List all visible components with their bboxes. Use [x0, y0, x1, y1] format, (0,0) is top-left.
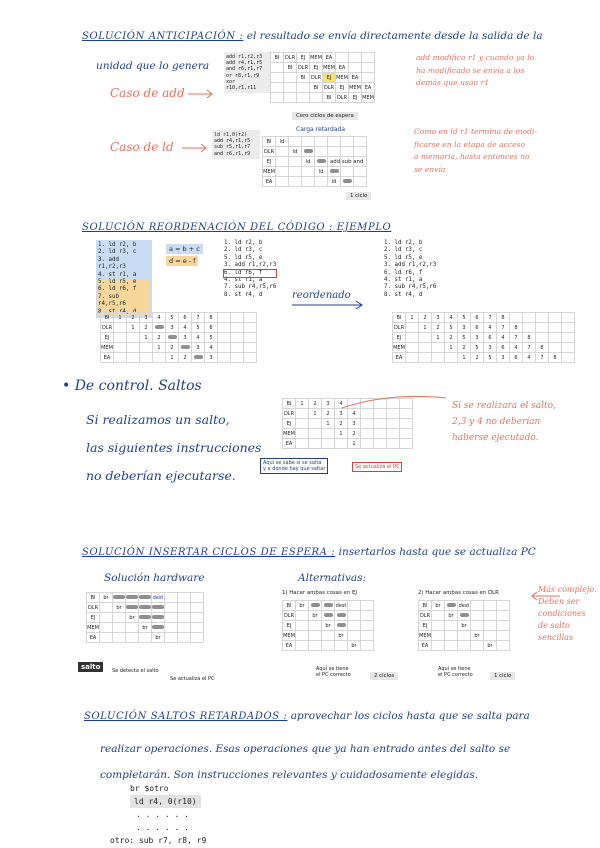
bubble	[343, 179, 352, 183]
note-line: Más complejo.	[538, 585, 597, 594]
code-line: 6. ld r6, f	[224, 270, 276, 277]
bubble	[113, 595, 125, 599]
note-line: se envía	[414, 164, 446, 174]
equation-2: d = e - f	[166, 256, 198, 266]
stage-label: EA	[87, 633, 100, 643]
stage-label: DLR	[283, 410, 295, 417]
hw-caption-detect: Se detecta el salto	[112, 668, 159, 674]
s2-middle-code	[224, 240, 276, 299]
bubble	[447, 603, 456, 607]
caption-line: y a dónde hay que saltar	[263, 466, 326, 472]
stage-label: EA	[419, 641, 432, 651]
stage-label: MEM	[87, 624, 99, 631]
bubble	[139, 595, 151, 599]
bubble	[139, 615, 151, 619]
branch-caption-right: Se actualiza el PC	[352, 462, 402, 472]
code-line: 4. st r1, a	[384, 277, 423, 284]
dest-label: dest	[335, 602, 347, 609]
section3-title: • De control. Saltos	[62, 378, 202, 394]
code-line: 3. add r1,r2,r3	[224, 262, 277, 269]
code-line: and r6,r1,r7	[226, 66, 263, 73]
alt-note	[538, 584, 597, 644]
branch-note	[452, 398, 556, 446]
code-line: 7. sub r4,r5,r6	[224, 284, 277, 291]
text-line: completarán. Son instrucciones relevantes y cuidadosamente elegidas.	[100, 769, 479, 781]
code-line: . . . . . .	[136, 810, 189, 819]
note-line: condiciones	[538, 609, 586, 618]
code-line: add r4,r1,r5	[226, 60, 263, 67]
bubble	[152, 615, 164, 619]
code-line: otro: sub r7, r8, r9	[110, 836, 207, 845]
code-line: 1. ld r2, b	[224, 240, 263, 246]
pipeline-grid: BI br dest DLR br EJ br MEM br EA br	[282, 600, 374, 651]
code-line: 5. ld r5, e	[98, 279, 150, 286]
ld-addsub-label: add sub and	[330, 159, 364, 165]
stage-label: EJ	[419, 621, 432, 631]
note-line: Si se realizara el salto,	[452, 401, 556, 411]
section5-text-rest	[100, 736, 510, 788]
add-code-box	[224, 52, 270, 93]
bubble	[152, 605, 164, 609]
add-pipeline-diagram	[270, 52, 375, 103]
bubble	[152, 625, 164, 629]
section5-text: aprovechar los ciclos hasta que se salta para	[290, 710, 530, 722]
pipeline-grid: BI br dest DLR br EJ br MEM br EA br	[86, 592, 204, 643]
bubble	[317, 159, 326, 163]
stage-label: MEM	[283, 632, 295, 639]
bubble	[126, 605, 138, 609]
dest-label: dest	[152, 594, 164, 601]
section4-heading	[82, 546, 536, 558]
note-line: 2,3 y 4 no deberían	[452, 417, 541, 427]
code-line: 8. st r4, d	[98, 309, 150, 316]
caption-line: Aquí se tiene	[316, 666, 349, 672]
alt1-caption	[316, 666, 351, 678]
bubble	[337, 613, 346, 617]
stage-label: EJ	[283, 621, 296, 631]
note-line: ficarse en la etapa de acceso	[414, 139, 526, 149]
case-add-arrow	[186, 88, 216, 100]
note-line: a memoria, hasta entonces no	[414, 152, 530, 161]
hw-caption-update: Se actualiza el PC	[170, 676, 215, 682]
code-line: 5. ld r5, e	[224, 254, 263, 261]
stage-label: BI	[87, 593, 100, 603]
bubble	[330, 169, 339, 173]
code-line: 4. st r1, a	[224, 277, 263, 284]
caption-line: el PC correcto	[316, 672, 351, 678]
pipeline-grid: BI br dest DLR br EJ br MEM br EA br	[418, 600, 510, 651]
note-line: sencillas	[538, 633, 574, 642]
code-line: 7. sub r4,r5,r6	[98, 294, 150, 309]
ld-note	[414, 126, 537, 176]
code-line: 6. ld r6, f	[384, 269, 423, 276]
bubble	[126, 595, 138, 599]
branch-note-arrow	[340, 392, 450, 412]
stage-label: BI	[283, 601, 296, 611]
bubble	[304, 149, 313, 153]
caption-line: Aquí se sabe si se salta	[263, 460, 322, 466]
case-add-label: Caso de add	[110, 86, 185, 100]
equation-1: a = b + c	[166, 244, 203, 254]
add-caption: Cero ciclos de espera	[292, 112, 358, 120]
alt2-pipeline	[418, 600, 510, 651]
code-line: 1. ld r2, b	[98, 242, 137, 248]
ld-caption: 1 ciclo	[346, 192, 371, 200]
section2-title-text: SOLUCIÓN REORDENACIÓN DEL CÓDIGO : EJEMPLO	[82, 222, 392, 233]
pipeline-grid: BI 1 2 3 4 5 6 7 8 DLR 1 2 5 3 6 4 7 8 EJ 1 2 5 3 6 4 7 8 MEM 1 2 5 3 6 4 7 8 EA 1 2 5 3 6 4 7 8	[392, 312, 575, 363]
note-line: Deben ser	[538, 597, 580, 606]
code-line: ld r1,0(r2)	[214, 132, 248, 138]
stage-label: DLR	[87, 604, 99, 611]
s5-code	[110, 782, 206, 847]
case-ld-label: Caso de ld	[110, 140, 174, 154]
code-line: ld r4, 0(r10)	[130, 795, 201, 808]
alt1-pipeline	[282, 600, 374, 651]
text-line: realizar operaciones. Esas operaciones que ya han entrado antes del salto se	[100, 743, 511, 755]
branch-caption-left	[260, 458, 328, 474]
code-line: sub r5,r1,r7	[214, 144, 251, 151]
note-line: ha modificado se envía a los	[416, 65, 525, 75]
load-title: Carga retardada	[296, 126, 346, 133]
stage-label: EA	[283, 439, 296, 449]
stage-label: BI	[283, 399, 296, 409]
code-line: 2. ld r3, c	[384, 247, 423, 254]
bubble	[324, 613, 333, 617]
bubble	[139, 605, 151, 609]
code-line: . . . . . .	[136, 823, 189, 832]
reorder-label: reordenado	[292, 290, 351, 301]
alt1-title: 1) Hacer ambas cosas en EJ	[282, 590, 357, 596]
code-line: 6. ld r6, f	[98, 286, 150, 293]
dest-label: dest	[458, 602, 470, 609]
case-ld-arrow	[180, 142, 210, 154]
code-line: 2. ld r3, c	[224, 247, 263, 254]
code-line: 7. sub r4,r5,r6	[384, 284, 437, 291]
note-line: Como en ld r1 termina de modi-	[414, 127, 537, 136]
bubble	[194, 355, 203, 359]
code-line: or r8,r1,r9	[226, 72, 260, 79]
code-line: 1. ld r2, b	[384, 240, 423, 246]
section5-title: SOLUCIÓN SALTOS RETARDADOS :	[84, 711, 288, 722]
alt2-title: 2) Hacer ambas cosas en DLR	[418, 590, 499, 596]
caption-line: Aquí se tiene	[438, 666, 471, 672]
code-line: br $otro	[130, 784, 169, 793]
bubble	[460, 613, 469, 617]
ld-code-box	[212, 130, 260, 159]
add-pipeline-grid: BI DLR EJ MEM EA BI DLR EJ MEM EA BI DLR EJ MEM EA BI DLR EJ MEM EA BI DLR EJ MEM	[270, 52, 375, 103]
ld-pipeline-grid: BI ld DLR ld EJ ld MEM ld EA ld	[262, 136, 367, 187]
caption-line: el PC correcto	[438, 672, 473, 678]
bubble	[168, 335, 177, 339]
stage-label: EJ	[283, 419, 296, 429]
code-line: xor r10,r1,r11	[226, 78, 257, 92]
section3-text	[86, 406, 261, 490]
section1-title: SOLUCIÓN ANTICIPACIÓN :	[82, 31, 244, 42]
code-line: 3. add r1,r2,r3	[384, 262, 437, 269]
bubble	[181, 345, 190, 349]
note-line: haberse ejecutado.	[452, 433, 539, 443]
stage-label: EJ	[87, 613, 100, 623]
code-line: 5. ld r5, e	[384, 254, 423, 261]
section2-title	[82, 222, 391, 233]
hw-label: Solución hardware	[104, 572, 205, 584]
code-line: 4. st r1, a	[98, 271, 137, 278]
note-line: de salto	[538, 621, 570, 630]
text-line: Si realizamos un salto,	[86, 412, 230, 427]
code-line: 3. add r1,r2,r3	[98, 256, 126, 271]
alt1-cycles: 2 ciclos	[370, 672, 398, 680]
code-line: add r1,r2,r3	[226, 54, 263, 60]
s2-original-code	[96, 240, 152, 318]
reorder-arrow	[290, 300, 366, 310]
stage-label: BI	[419, 601, 432, 611]
section1-heading	[82, 28, 592, 45]
code-line: add r4,r1,r5	[214, 138, 251, 145]
section4-title: SOLUCIÓN INSERTAR CICLOS DE ESPERA :	[82, 547, 336, 558]
section1-text: el resultado se envía directamente desde la salida de la	[246, 30, 543, 42]
add-note	[416, 52, 534, 90]
section5-heading	[84, 710, 594, 722]
code-line: 8. st r4, d	[224, 291, 263, 298]
stage-label: MEM	[419, 632, 431, 639]
stage-label: DLR	[283, 612, 295, 619]
bubble	[337, 623, 346, 627]
pipeline-grid: BI 1 2 3 4 5 6 7 8 DLR 1 2 3 4 5 6 EJ 1 2 3 4 5 MEM 1 2 3 4 EA 1 2 3	[100, 312, 257, 363]
code-line: and r6,r1,r9	[214, 150, 251, 157]
stage-label: DLR	[419, 612, 431, 619]
bubble	[311, 603, 320, 607]
stage-label: EA	[283, 641, 296, 651]
alt2-cycles: 1 ciclo	[490, 672, 515, 680]
code-line: 2. ld r3, c	[98, 249, 137, 256]
note-line: demás que usan r1	[416, 78, 490, 87]
stage-label: MEM	[283, 430, 295, 437]
hw-pipeline	[86, 592, 204, 643]
text-line: no deberían ejecutarse.	[86, 468, 236, 483]
alt2-caption	[438, 666, 473, 678]
code-line: 8. st r4, d	[384, 291, 423, 298]
s2-right-pipeline	[392, 312, 575, 363]
note-line: add modifica r1 y cuando ya lo	[416, 53, 535, 62]
text-line: las siguientes instrucciones	[86, 440, 262, 455]
bubble	[324, 603, 333, 607]
pipeline-grid: BI 1 2 3 4 DLR 1 2 3 4 EJ 1 2 3 MEM 1 2 EA 1	[282, 398, 413, 449]
alt-label: Alternativas:	[298, 572, 367, 584]
salto-badge: salto	[78, 662, 103, 672]
bubble	[155, 325, 164, 329]
s2-right-code	[384, 240, 436, 299]
s2-left-pipeline	[100, 312, 257, 363]
section4-subtitle: insertarlos hasta que se actualiza PC	[338, 546, 536, 558]
section1-text-line2: unidad que lo genera	[96, 60, 210, 72]
